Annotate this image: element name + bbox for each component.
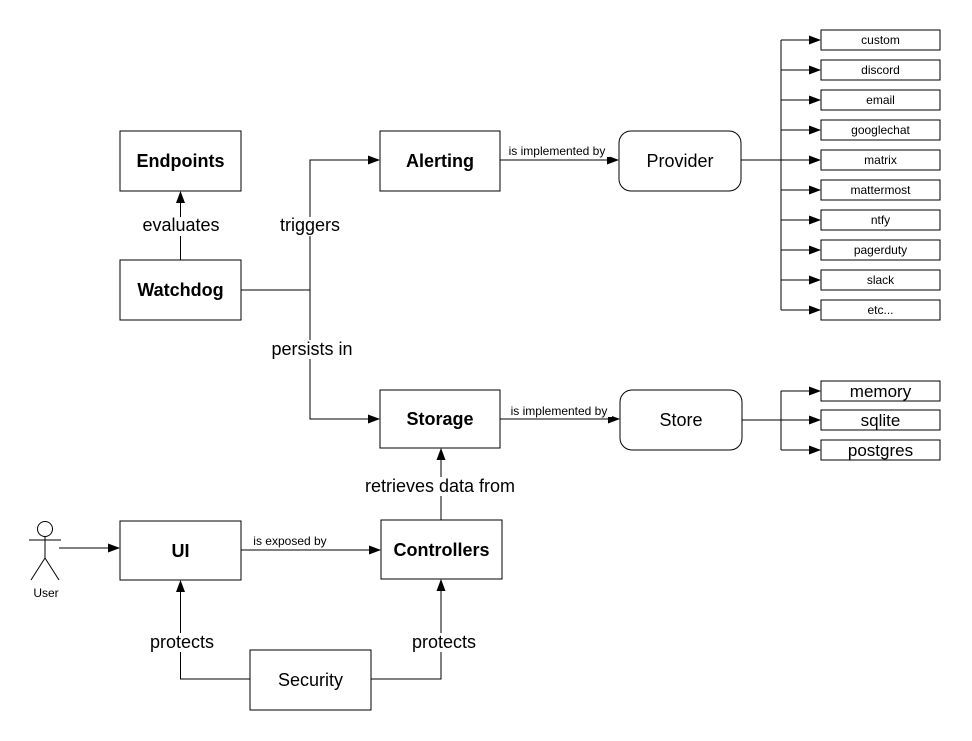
provider-item-label: matrix [864, 153, 897, 167]
provider-item-label: etc... [867, 303, 894, 317]
actor-leg-right [45, 558, 59, 580]
edge-label-text: is exposed by [253, 534, 327, 548]
provider-item-pagerduty [821, 240, 940, 260]
edge-label-persists-in [271, 339, 353, 359]
provider-item-label: googlechat [851, 123, 910, 137]
actor-leg-left [31, 558, 45, 580]
edge-label-provider-impl [505, 143, 610, 158]
node-alerting [380, 131, 500, 191]
edge-label-text: protects [149, 632, 215, 652]
edge-security-ui [181, 581, 251, 679]
provider-item-discord [821, 60, 940, 80]
edge-label-text: persists in [271, 339, 353, 359]
store-item-label: postgres [847, 441, 914, 460]
node-title: Security [277, 670, 344, 690]
node-title: Controllers [393, 540, 490, 560]
edge-label-text: is implemented by [508, 144, 606, 158]
edge-label-text: is implemented by [510, 404, 608, 418]
edge-label-protects-controllers [411, 632, 477, 652]
edge-label-store-impl [507, 403, 612, 418]
provider-list [821, 30, 940, 320]
node-storage [380, 390, 500, 448]
edge-label-text: protects [411, 632, 477, 652]
provider-item-label: pagerduty [853, 243, 908, 257]
provider-item-googlechat [821, 120, 940, 140]
provider-item-label: mattermost [850, 183, 911, 197]
provider-item-label: discord [861, 63, 900, 77]
provider-item-custom [821, 30, 940, 50]
node-watchdog [120, 260, 241, 320]
edge-label-retrieves [363, 476, 517, 496]
node-provider [619, 131, 741, 191]
edge-security-controllers [371, 580, 441, 679]
edge-label-text: evaluates [142, 215, 220, 235]
node-security [250, 650, 371, 710]
node-title: UI [171, 541, 190, 561]
provider-item-matrix [821, 150, 940, 170]
actor-label: User [33, 586, 59, 600]
provider-item-label: ntfy [870, 213, 891, 227]
provider-item-mattermost [821, 180, 940, 200]
provider-item-etc [821, 300, 940, 320]
edge-label-text: retrieves data from [364, 476, 516, 496]
store-item-label: sqlite [860, 411, 901, 430]
node-title: Storage [406, 409, 474, 429]
provider-item-email [821, 90, 940, 110]
node-title: Endpoints [136, 151, 225, 171]
store-list [821, 381, 940, 460]
node-endpoints [120, 131, 241, 191]
edge-label-text: triggers [279, 215, 341, 235]
store-item-label: memory [849, 382, 912, 401]
node-controllers [381, 520, 502, 579]
store-item-memory [821, 381, 940, 401]
node-store [620, 390, 742, 450]
node-title: Alerting [405, 151, 475, 171]
store-item-postgres [821, 440, 940, 460]
provider-item-label: slack [866, 273, 895, 287]
edge-label-exposed [249, 533, 331, 548]
provider-item-ntfy [821, 210, 940, 230]
actor-head [38, 522, 53, 537]
provider-item-label: email [866, 93, 895, 107]
node-title: Watchdog [137, 280, 224, 300]
user-actor [29, 522, 61, 601]
edge-label-triggers [278, 215, 342, 236]
node-title: Store [659, 410, 703, 430]
edge-label-protects-ui [149, 632, 215, 652]
node-title: Provider [646, 151, 714, 171]
node-ui [120, 521, 241, 580]
provider-item-slack [821, 270, 940, 290]
provider-item-label: custom [861, 33, 900, 47]
store-item-sqlite [821, 410, 940, 430]
edge-label-evaluates [141, 215, 221, 236]
